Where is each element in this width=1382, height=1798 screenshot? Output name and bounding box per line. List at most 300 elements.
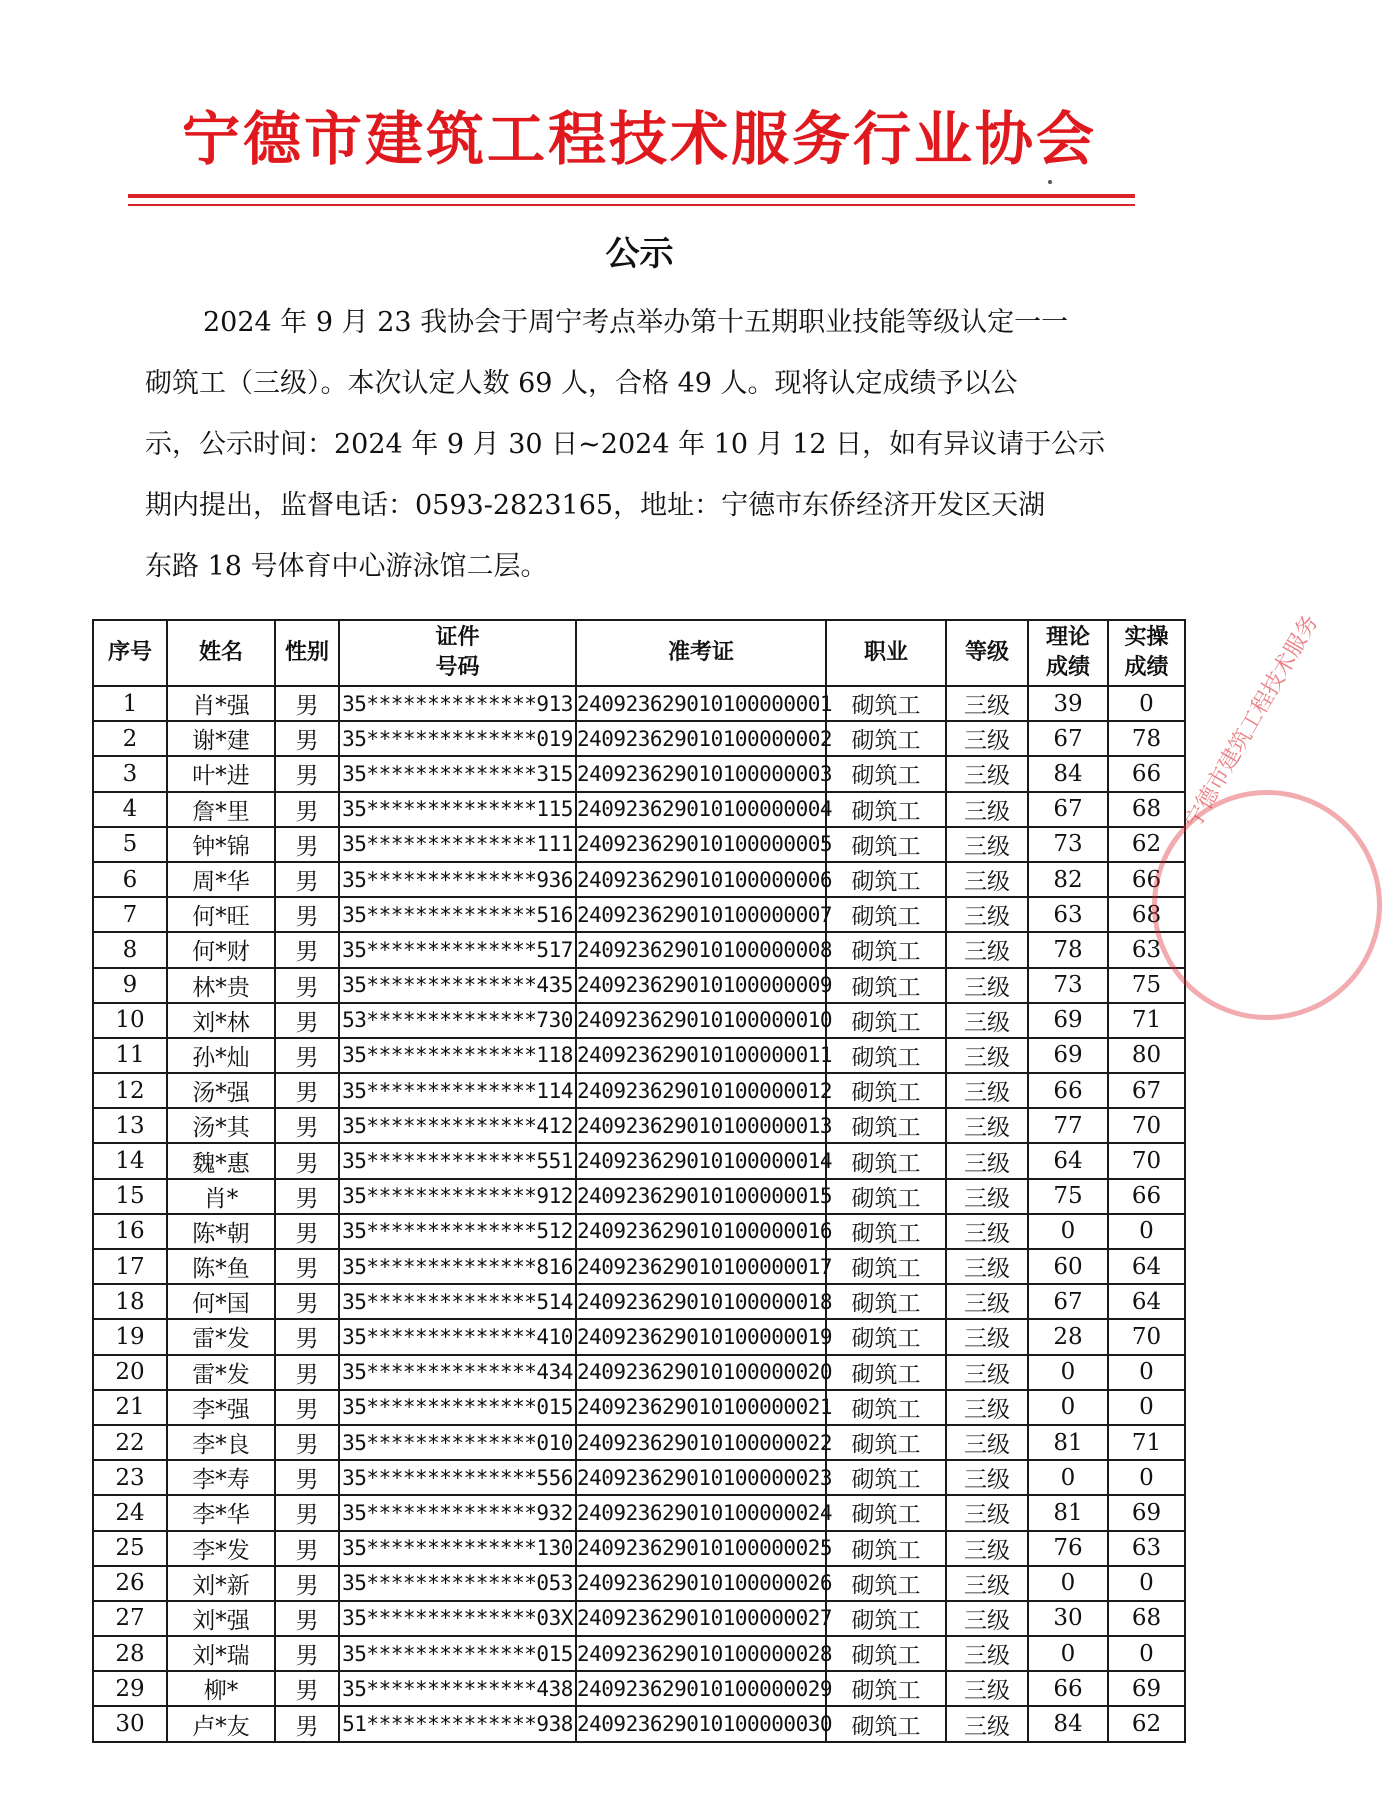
table-row	[93, 827, 1185, 862]
cell-name: 刘*瑞	[167, 1636, 275, 1671]
cell-practical-score: 75	[1108, 968, 1185, 1003]
cell-index: 27	[93, 1601, 167, 1636]
cell-practical-score: 68	[1108, 1601, 1185, 1636]
cell-gender: 男	[275, 1566, 339, 1601]
cell-level: 三级	[946, 1390, 1028, 1425]
cell-gender: 男	[275, 932, 339, 967]
cell-theory-score: 73	[1028, 827, 1108, 862]
cell-occupation: 砌筑工	[826, 1460, 946, 1495]
cell-occupation: 砌筑工	[826, 1143, 946, 1178]
cell-gender: 男	[275, 897, 339, 932]
table-row	[93, 1355, 1185, 1390]
cell-index: 7	[93, 897, 167, 932]
col-header-theory-score: 理论 成绩	[1028, 620, 1108, 686]
cell-id-number: 35**************438	[339, 1671, 576, 1706]
cell-level: 三级	[946, 1319, 1028, 1354]
table-row	[93, 1566, 1185, 1601]
cell-level: 三级	[946, 1143, 1028, 1178]
cell-practical-score: 0	[1108, 1460, 1185, 1495]
cell-occupation: 砌筑工	[826, 792, 946, 827]
cell-id-number: 35**************912	[339, 1179, 576, 1214]
cell-gender: 男	[275, 1636, 339, 1671]
col-header-practical-score: 实操 成绩	[1108, 620, 1185, 686]
cell-id-number: 35**************412	[339, 1108, 576, 1143]
col-header-name: 姓名	[167, 620, 275, 686]
table-row	[93, 1249, 1185, 1284]
cell-practical-score: 0	[1108, 1214, 1185, 1249]
cell-id-number: 35**************932	[339, 1495, 576, 1530]
cell-practical-score: 71	[1108, 1003, 1185, 1038]
cell-name: 李*寿	[167, 1460, 275, 1495]
cell-name: 何*旺	[167, 897, 275, 932]
cell-theory-score: 73	[1028, 968, 1108, 1003]
cell-id-number: 35**************913	[339, 686, 576, 721]
cell-admission-ticket: 240923629010100000016	[576, 1214, 826, 1249]
cell-theory-score: 69	[1028, 1003, 1108, 1038]
cell-index: 24	[93, 1495, 167, 1530]
table-row	[93, 1038, 1185, 1073]
cell-gender: 男	[275, 862, 339, 897]
table-row	[93, 1495, 1185, 1530]
cell-gender: 男	[275, 1003, 339, 1038]
cell-admission-ticket: 240923629010100000026	[576, 1566, 826, 1601]
cell-occupation: 砌筑工	[826, 1249, 946, 1284]
cell-level: 三级	[946, 1355, 1028, 1390]
speck	[1048, 180, 1052, 184]
cell-index: 18	[93, 1284, 167, 1319]
cell-level: 三级	[946, 1531, 1028, 1566]
table-row	[93, 968, 1185, 1003]
cell-theory-score: 0	[1028, 1390, 1108, 1425]
cell-theory-score: 78	[1028, 932, 1108, 967]
cell-gender: 男	[275, 1671, 339, 1706]
cell-name: 汤*强	[167, 1073, 275, 1108]
cell-id-number: 35**************516	[339, 897, 576, 932]
cell-admission-ticket: 240923629010100000006	[576, 862, 826, 897]
cell-practical-score: 67	[1108, 1073, 1185, 1108]
results-table	[92, 619, 1186, 1743]
cell-name: 雷*发	[167, 1319, 275, 1354]
cell-theory-score: 67	[1028, 792, 1108, 827]
cell-theory-score: 0	[1028, 1566, 1108, 1601]
cell-name: 卢*友	[167, 1706, 275, 1742]
cell-practical-score: 68	[1108, 792, 1185, 827]
cell-theory-score: 76	[1028, 1531, 1108, 1566]
cell-occupation: 砌筑工	[826, 1003, 946, 1038]
cell-id-number: 35**************019	[339, 721, 576, 756]
cell-theory-score: 0	[1028, 1636, 1108, 1671]
table-row	[93, 1671, 1185, 1706]
cell-id-number: 35**************03X	[339, 1601, 576, 1636]
table-row	[93, 932, 1185, 967]
cell-name: 刘*强	[167, 1601, 275, 1636]
cell-name: 李*华	[167, 1495, 275, 1530]
paragraph-line: 砌筑工（三级）。本次认定人数 69 人，合格 49 人。现将认定成绩予以公	[145, 368, 1018, 399]
cell-admission-ticket: 240923629010100000012	[576, 1073, 826, 1108]
cell-admission-ticket: 240923629010100000017	[576, 1249, 826, 1284]
cell-occupation: 砌筑工	[826, 1495, 946, 1530]
cell-theory-score: 84	[1028, 1706, 1108, 1742]
cell-level: 三级	[946, 1636, 1028, 1671]
cell-level: 三级	[946, 756, 1028, 791]
cell-practical-score: 70	[1108, 1108, 1185, 1143]
paragraph-line: 示，公示时间：2024 年 9 月 30 日~2024 年 10 月 12 日，如有异议请于公示	[145, 429, 1106, 460]
cell-occupation: 砌筑工	[826, 1566, 946, 1601]
cell-admission-ticket: 240923629010100000018	[576, 1284, 826, 1319]
cell-level: 三级	[946, 1284, 1028, 1319]
cell-name: 汤*其	[167, 1108, 275, 1143]
table-row	[93, 792, 1185, 827]
cell-practical-score: 66	[1108, 1179, 1185, 1214]
cell-id-number: 35**************517	[339, 932, 576, 967]
cell-occupation: 砌筑工	[826, 1108, 946, 1143]
paragraph-line: 期内提出，监督电话：0593-2823165，地址：宁德市东侨经济开发区天湖	[145, 490, 1046, 521]
cell-gender: 男	[275, 1319, 339, 1354]
cell-level: 三级	[946, 932, 1028, 967]
cell-occupation: 砌筑工	[826, 827, 946, 862]
cell-theory-score: 81	[1028, 1425, 1108, 1460]
cell-practical-score: 0	[1108, 1390, 1185, 1425]
cell-occupation: 砌筑工	[826, 1671, 946, 1706]
cell-name: 何*国	[167, 1284, 275, 1319]
cell-practical-score: 62	[1108, 1706, 1185, 1742]
cell-level: 三级	[946, 1179, 1028, 1214]
cell-practical-score: 66	[1108, 756, 1185, 791]
cell-admission-ticket: 240923629010100000002	[576, 721, 826, 756]
cell-occupation: 砌筑工	[826, 1214, 946, 1249]
cell-name: 刘*林	[167, 1003, 275, 1038]
cell-gender: 男	[275, 1495, 339, 1530]
cell-gender: 男	[275, 756, 339, 791]
table-row	[93, 1284, 1185, 1319]
cell-theory-score: 77	[1028, 1108, 1108, 1143]
cell-id-number: 35**************551	[339, 1143, 576, 1178]
cell-index: 28	[93, 1636, 167, 1671]
cell-id-number: 35**************816	[339, 1249, 576, 1284]
cell-id-number: 35**************130	[339, 1531, 576, 1566]
cell-gender: 男	[275, 1390, 339, 1425]
cell-index: 30	[93, 1706, 167, 1742]
cell-name: 柳*	[167, 1671, 275, 1706]
cell-id-number: 35**************410	[339, 1319, 576, 1354]
cell-gender: 男	[275, 721, 339, 756]
cell-index: 1	[93, 686, 167, 721]
cell-level: 三级	[946, 1003, 1028, 1038]
cell-level: 三级	[946, 1038, 1028, 1073]
table-row	[93, 897, 1185, 932]
cell-name: 谢*建	[167, 721, 275, 756]
organization-title: 宁德市建筑工程技术服务行业协会	[181, 105, 1097, 173]
cell-admission-ticket: 240923629010100000015	[576, 1179, 826, 1214]
cell-index: 15	[93, 1179, 167, 1214]
cell-theory-score: 60	[1028, 1249, 1108, 1284]
cell-name: 林*贵	[167, 968, 275, 1003]
table-row	[93, 1636, 1185, 1671]
cell-occupation: 砌筑工	[826, 968, 946, 1003]
cell-gender: 男	[275, 1143, 339, 1178]
cell-admission-ticket: 240923629010100000028	[576, 1636, 826, 1671]
col-header-id-number: 证件 号码	[339, 620, 576, 686]
cell-id-number: 35**************010	[339, 1425, 576, 1460]
cell-admission-ticket: 240923629010100000024	[576, 1495, 826, 1530]
paragraph-line: 东路 18 号体育中心游泳馆二层。	[145, 551, 548, 582]
col-header-gender: 性别	[275, 620, 339, 686]
cell-id-number: 35**************556	[339, 1460, 576, 1495]
cell-practical-score: 68	[1108, 897, 1185, 932]
cell-name: 刘*新	[167, 1566, 275, 1601]
cell-level: 三级	[946, 897, 1028, 932]
col-header-level: 等级	[946, 620, 1028, 686]
cell-gender: 男	[275, 1355, 339, 1390]
cell-name: 詹*里	[167, 792, 275, 827]
cell-theory-score: 66	[1028, 1671, 1108, 1706]
cell-theory-score: 0	[1028, 1355, 1108, 1390]
cell-id-number: 35**************512	[339, 1214, 576, 1249]
cell-index: 29	[93, 1671, 167, 1706]
cell-level: 三级	[946, 827, 1028, 862]
cell-gender: 男	[275, 1108, 339, 1143]
table-row	[93, 1425, 1185, 1460]
cell-occupation: 砌筑工	[826, 862, 946, 897]
cell-name: 孙*灿	[167, 1038, 275, 1073]
cell-theory-score: 69	[1028, 1038, 1108, 1073]
cell-gender: 男	[275, 1706, 339, 1742]
cell-occupation: 砌筑工	[826, 1601, 946, 1636]
cell-admission-ticket: 240923629010100000005	[576, 827, 826, 862]
cell-index: 11	[93, 1038, 167, 1073]
paragraph-line: 2024 年 9 月 23 我协会于周宁考点举办第十五期职业技能等级认定一一	[203, 307, 1069, 338]
cell-admission-ticket: 240923629010100000009	[576, 968, 826, 1003]
cell-gender: 男	[275, 686, 339, 721]
cell-practical-score: 80	[1108, 1038, 1185, 1073]
header-rule-thin	[128, 204, 1135, 206]
cell-admission-ticket: 240923629010100000030	[576, 1706, 826, 1742]
col-header-occupation: 职业	[826, 620, 946, 686]
cell-gender: 男	[275, 1214, 339, 1249]
cell-theory-score: 28	[1028, 1319, 1108, 1354]
cell-practical-score: 63	[1108, 1531, 1185, 1566]
table-row	[93, 1319, 1185, 1354]
cell-occupation: 砌筑工	[826, 1284, 946, 1319]
cell-occupation: 砌筑工	[826, 686, 946, 721]
cell-id-number: 35**************435	[339, 968, 576, 1003]
cell-level: 三级	[946, 721, 1028, 756]
seal-text: 宁德市建筑工程技术服务	[1180, 610, 1324, 833]
cell-index: 25	[93, 1531, 167, 1566]
table-row	[93, 1390, 1185, 1425]
table-row	[93, 1143, 1185, 1178]
cell-level: 三级	[946, 686, 1028, 721]
cell-practical-score: 70	[1108, 1319, 1185, 1354]
cell-admission-ticket: 240923629010100000025	[576, 1531, 826, 1566]
cell-id-number: 35**************315	[339, 756, 576, 791]
cell-level: 三级	[946, 1425, 1028, 1460]
cell-index: 14	[93, 1143, 167, 1178]
cell-admission-ticket: 240923629010100000029	[576, 1671, 826, 1706]
cell-id-number: 35**************053	[339, 1566, 576, 1601]
cell-theory-score: 63	[1028, 897, 1108, 932]
cell-gender: 男	[275, 827, 339, 862]
cell-index: 13	[93, 1108, 167, 1143]
cell-theory-score: 81	[1028, 1495, 1108, 1530]
col-header-index: 序号	[93, 620, 167, 686]
cell-occupation: 砌筑工	[826, 1706, 946, 1742]
col-header-admission-ticket: 准考证	[576, 620, 826, 686]
cell-theory-score: 64	[1028, 1143, 1108, 1178]
cell-theory-score: 39	[1028, 686, 1108, 721]
cell-name: 雷*发	[167, 1355, 275, 1390]
cell-theory-score: 0	[1028, 1460, 1108, 1495]
cell-level: 三级	[946, 792, 1028, 827]
cell-admission-ticket: 240923629010100000023	[576, 1460, 826, 1495]
cell-occupation: 砌筑工	[826, 932, 946, 967]
cell-admission-ticket: 240923629010100000013	[576, 1108, 826, 1143]
cell-id-number: 51**************938	[339, 1706, 576, 1742]
cell-admission-ticket: 240923629010100000014	[576, 1143, 826, 1178]
cell-admission-ticket: 240923629010100000010	[576, 1003, 826, 1038]
cell-practical-score: 0	[1108, 1355, 1185, 1390]
cell-name: 叶*进	[167, 756, 275, 791]
cell-id-number: 35**************514	[339, 1284, 576, 1319]
cell-id-number: 35**************118	[339, 1038, 576, 1073]
cell-name: 陈*鱼	[167, 1249, 275, 1284]
table-row	[93, 1073, 1185, 1108]
cell-gender: 男	[275, 968, 339, 1003]
notice-paragraph	[145, 292, 1125, 597]
cell-occupation: 砌筑工	[826, 721, 946, 756]
cell-gender: 男	[275, 1073, 339, 1108]
cell-occupation: 砌筑工	[826, 1425, 946, 1460]
table-row	[93, 1108, 1185, 1143]
cell-level: 三级	[946, 1460, 1028, 1495]
cell-occupation: 砌筑工	[826, 1073, 946, 1108]
cell-name: 周*华	[167, 862, 275, 897]
cell-practical-score: 71	[1108, 1425, 1185, 1460]
cell-occupation: 砌筑工	[826, 897, 946, 932]
cell-index: 16	[93, 1214, 167, 1249]
cell-practical-score: 0	[1108, 1566, 1185, 1601]
cell-level: 三级	[946, 1566, 1028, 1601]
table-row	[93, 721, 1185, 756]
cell-gender: 男	[275, 1249, 339, 1284]
cell-practical-score: 69	[1108, 1495, 1185, 1530]
cell-level: 三级	[946, 1601, 1028, 1636]
cell-practical-score: 64	[1108, 1249, 1185, 1284]
cell-index: 17	[93, 1249, 167, 1284]
cell-occupation: 砌筑工	[826, 1390, 946, 1425]
cell-level: 三级	[946, 1671, 1028, 1706]
cell-id-number: 35**************115	[339, 792, 576, 827]
cell-level: 三级	[946, 1214, 1028, 1249]
cell-occupation: 砌筑工	[826, 1179, 946, 1214]
cell-gender: 男	[275, 1425, 339, 1460]
cell-practical-score: 70	[1108, 1143, 1185, 1178]
cell-name: 李*发	[167, 1531, 275, 1566]
cell-admission-ticket: 240923629010100000008	[576, 932, 826, 967]
cell-gender: 男	[275, 1601, 339, 1636]
cell-index: 4	[93, 792, 167, 827]
cell-level: 三级	[946, 1108, 1028, 1143]
cell-gender: 男	[275, 1179, 339, 1214]
cell-gender: 男	[275, 1284, 339, 1319]
cell-admission-ticket: 240923629010100000003	[576, 756, 826, 791]
cell-index: 10	[93, 1003, 167, 1038]
table-row	[93, 1531, 1185, 1566]
cell-index: 26	[93, 1566, 167, 1601]
cell-theory-score: 82	[1028, 862, 1108, 897]
cell-id-number: 35**************111	[339, 827, 576, 862]
cell-occupation: 砌筑工	[826, 1531, 946, 1566]
cell-id-number: 35**************015	[339, 1636, 576, 1671]
cell-name: 陈*朝	[167, 1214, 275, 1249]
cell-admission-ticket: 240923629010100000021	[576, 1390, 826, 1425]
cell-admission-ticket: 240923629010100000001	[576, 686, 826, 721]
cell-theory-score: 0	[1028, 1214, 1108, 1249]
cell-id-number: 35**************015	[339, 1390, 576, 1425]
cell-name: 钟*锦	[167, 827, 275, 862]
cell-occupation: 砌筑工	[826, 1355, 946, 1390]
cell-level: 三级	[946, 1073, 1028, 1108]
cell-occupation: 砌筑工	[826, 1038, 946, 1073]
cell-practical-score: 63	[1108, 932, 1185, 967]
cell-gender: 男	[275, 1531, 339, 1566]
cell-admission-ticket: 240923629010100000004	[576, 792, 826, 827]
cell-theory-score: 67	[1028, 1284, 1108, 1319]
cell-index: 19	[93, 1319, 167, 1354]
cell-admission-ticket: 240923629010100000011	[576, 1038, 826, 1073]
cell-index: 3	[93, 756, 167, 791]
cell-id-number: 35**************114	[339, 1073, 576, 1108]
table-row	[93, 1003, 1185, 1038]
table-row	[93, 1601, 1185, 1636]
cell-practical-score: 0	[1108, 686, 1185, 721]
cell-index: 12	[93, 1073, 167, 1108]
cell-admission-ticket: 240923629010100000007	[576, 897, 826, 932]
table-row	[93, 686, 1185, 721]
cell-index: 5	[93, 827, 167, 862]
cell-level: 三级	[946, 1706, 1028, 1742]
cell-theory-score: 67	[1028, 721, 1108, 756]
table-header-row	[93, 620, 1185, 686]
cell-admission-ticket: 240923629010100000020	[576, 1355, 826, 1390]
cell-practical-score: 0	[1108, 1636, 1185, 1671]
header-rule-thick	[128, 194, 1135, 198]
cell-theory-score: 66	[1028, 1073, 1108, 1108]
table-row	[93, 1179, 1185, 1214]
cell-index: 21	[93, 1390, 167, 1425]
cell-level: 三级	[946, 862, 1028, 897]
cell-index: 9	[93, 968, 167, 1003]
cell-index: 8	[93, 932, 167, 967]
cell-practical-score: 69	[1108, 1671, 1185, 1706]
cell-level: 三级	[946, 1249, 1028, 1284]
cell-id-number: 53**************730	[339, 1003, 576, 1038]
cell-gender: 男	[275, 1038, 339, 1073]
cell-name: 肖*强	[167, 686, 275, 721]
cell-name: 魏*惠	[167, 1143, 275, 1178]
cell-index: 2	[93, 721, 167, 756]
cell-name: 李*良	[167, 1425, 275, 1460]
cell-occupation: 砌筑工	[826, 756, 946, 791]
table-row	[93, 1214, 1185, 1249]
cell-index: 6	[93, 862, 167, 897]
cell-gender: 男	[275, 1460, 339, 1495]
cell-name: 李*强	[167, 1390, 275, 1425]
table-body	[93, 686, 1185, 1742]
cell-occupation: 砌筑工	[826, 1636, 946, 1671]
cell-id-number: 35**************434	[339, 1355, 576, 1390]
cell-name: 何*财	[167, 932, 275, 967]
